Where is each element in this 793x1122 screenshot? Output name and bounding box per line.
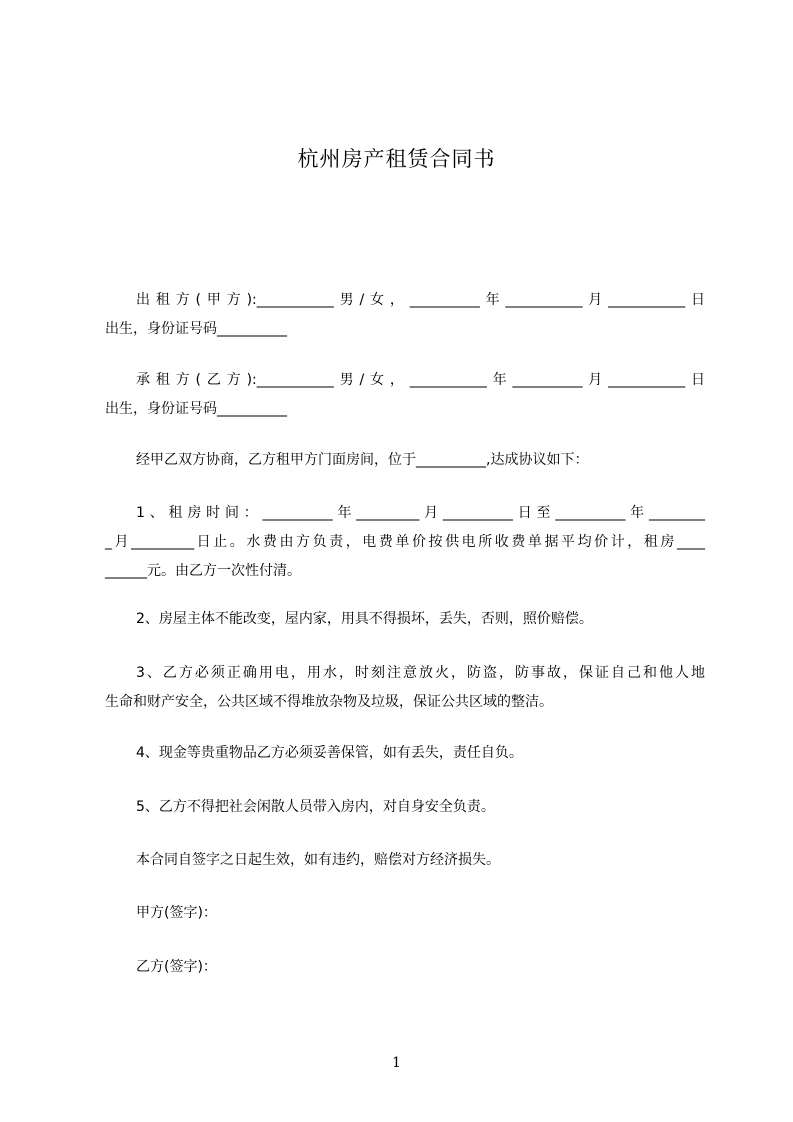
document-title: 杭州房产租赁合同书 <box>297 147 496 171</box>
intro-paragraph <box>105 446 705 475</box>
clause-3-line-1: 3、乙方必须正确用电，用水，时刻注意放火，防盗，防事故，保证自己和他人地 <box>136 665 705 681</box>
intro-text: 经甲乙双方协商，乙方租甲方门面房间，位于__________,达成协议如下： <box>136 452 589 468</box>
party-b-line-2: 出生，身份证号码__________ <box>105 401 287 417</box>
clause-1-line-1: 1、租房时间：__________年_________月__________日至__________年________ <box>136 505 705 521</box>
party-a-line-2: 出生，身份证号码__________ <box>105 321 287 337</box>
clause-1 <box>105 499 705 586</box>
clause-4 <box>105 739 705 768</box>
clause-3 <box>105 659 705 717</box>
signature-b <box>105 953 705 982</box>
clause-2 <box>105 605 705 634</box>
page-number: 1 <box>392 1055 401 1071</box>
clause-3-line-2: 生命和财产安全，公共区域不得堆放杂物及垃圾，保证公共区域的整洁。 <box>105 694 553 710</box>
party-a-line-1: 出租方(甲方):___________男/女，__________年___________月___________日 <box>136 292 705 308</box>
clause-2-text: 2、房屋主体不能改变，屋内家，用具不得损坏，丢失，否则，照价赔偿。 <box>136 611 593 627</box>
signature-b-label: 乙方(签字)： <box>136 959 217 975</box>
signature-a <box>105 899 705 928</box>
clause-1-line-2: _月_________日止。水费由方负责，电费单价按供电所收费单据平均价计，租房____ <box>105 534 705 550</box>
clause-5-text: 5、乙方不得把社会闲散人员带入房内，对自身安全负责。 <box>136 799 495 815</box>
clause-4-text: 4、现金等贵重物品乙方必须妥善保管，如有丢失，责任自负。 <box>136 745 523 761</box>
clause-5 <box>105 793 705 822</box>
signature-a-label: 甲方(签字)： <box>136 905 217 921</box>
party-b-line-1: 承租方(乙方):___________男/女，___________年__________月___________日 <box>136 372 705 388</box>
party-b-section <box>105 366 705 424</box>
effective-clause <box>105 846 705 875</box>
clause-1-line-3: ______元。由乙方一次性付清。 <box>105 563 301 579</box>
party-a-section <box>105 286 705 344</box>
effective-text: 本合同自签字之日起生效，如有违约，赔偿对方经济损失。 <box>136 852 500 868</box>
